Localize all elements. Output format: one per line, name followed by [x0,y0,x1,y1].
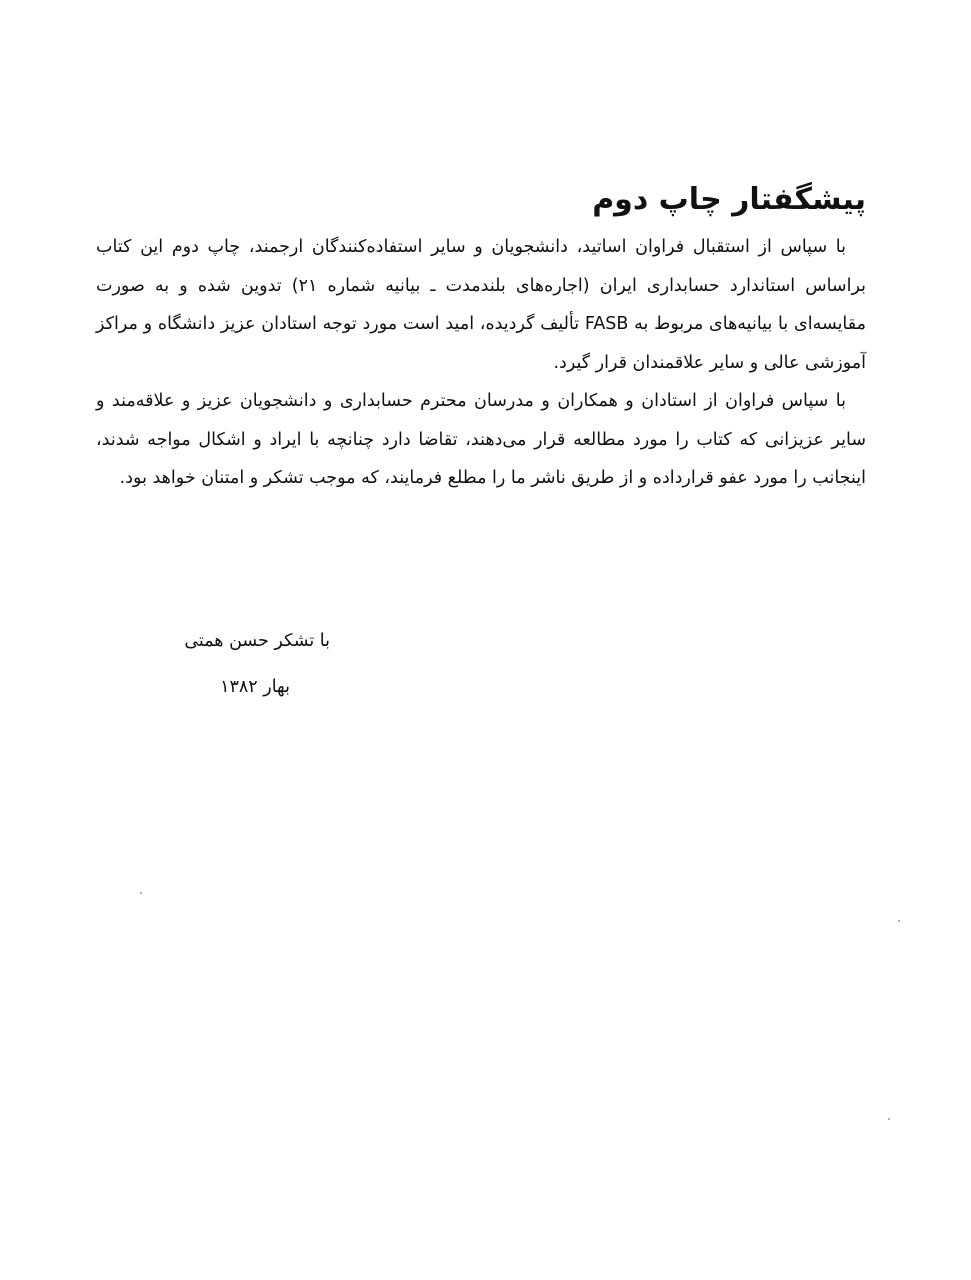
preface-content [96,172,866,498]
signature-date: بهار ۱۳۸۲ [220,677,290,697]
preface-paragraph-2: با سپاس فراوان از استادان و همکاران و مدرسان محترم حسابداری و دانشجویان عزیز و علاقه‌مند و سایر عزیزانی که کتاب را مورد مطالعه قرار می‌دهند، تقاضا دارد چنانچه با ایراد و اشکال مواجه شدند، اینجانب را مورد عفو قرارداده و از طریق ناشر ما را مطلع فرمایند، که موجب تشکر و امتنان خواهد بود. [96,391,866,488]
signature-author: با تشکر حسن همتی [184,631,330,651]
signature-block [110,618,330,710]
scan-speck [888,1118,890,1120]
page-title: پیشگفتار چاپ دوم [592,182,866,217]
scan-speck [140,892,142,894]
preface-paragraph-1: با سپاس از استقبال فراوان اساتید، دانشجویان و سایر استفاده‌کنندگان ارجمند، چاپ دوم این کتاب براساس استاندارد حسابداری ایران (اجاره‌های بلندمدت ـ بیانیه شماره ۲۱) تدوین شده و به صورت مقایسه‌ای با بیانیه‌های مربوط به FASB تألیف گردیده، امید است مورد توجه استادان عزیز دانشگاه و مراکز آموزشی عالی و سایر علاقمندان قرار گیرد. [96,237,866,373]
scan-speck [898,920,900,922]
